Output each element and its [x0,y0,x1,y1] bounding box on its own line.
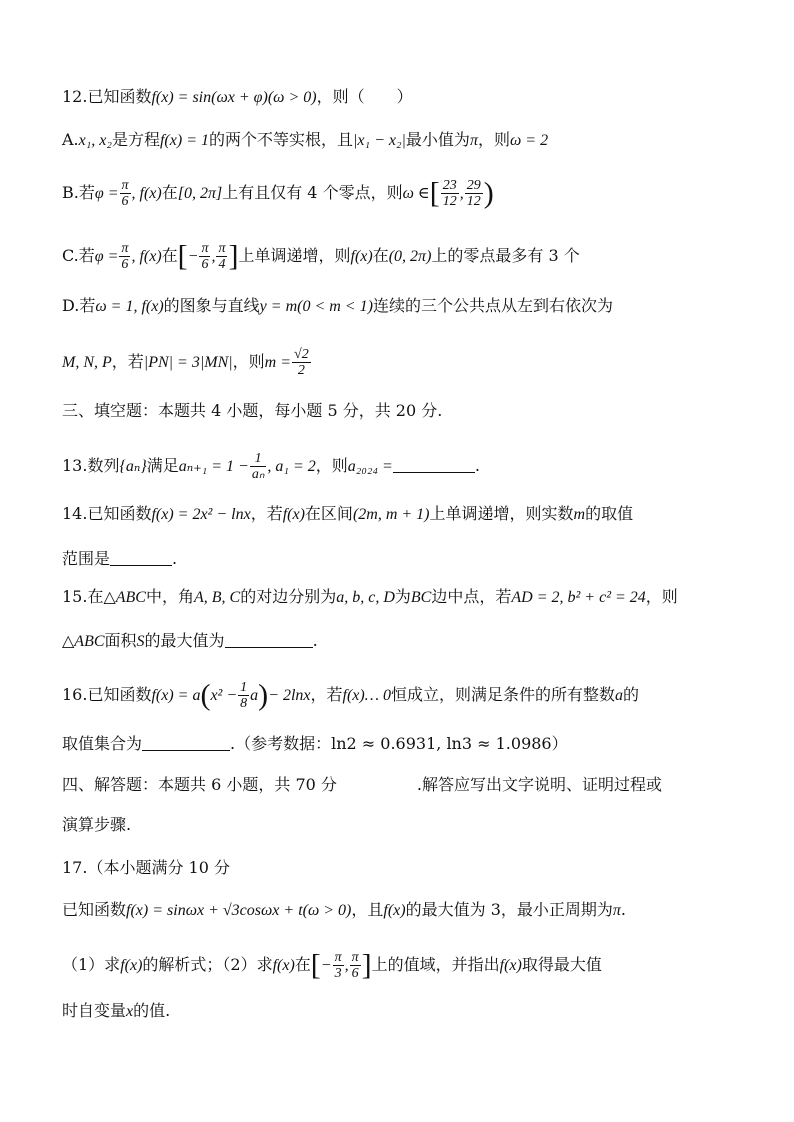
q17-parts: （1）求f(x)的解析式；（2）求f(x)在[− $\frac{\pi}{3}$ , $\frac{\pi}{6}$ ]上的值域，并指出f(x)取得最大值 [62,948,602,982]
text: ，则 [232,352,265,371]
option-label: D.若 [62,296,96,315]
math-f: f(x) [383,902,406,919]
text: 取值集合为 [62,734,143,753]
answer-blank[interactable] [110,549,172,566]
q12-option-c: C.若φ = $\frac{\pi}{6}$ , f(x)在[− $\frac{\pi}{6}$ , $\frac{\pi}{4}$ ]上单调递增，则f(x)在(0, 2π)上的零点最多有 3 个 [62,239,580,273]
text: 面积 [104,631,137,650]
q15-cont [62,630,742,653]
math-f: f(x) [499,957,522,974]
math-init: , a₁ = 2 [267,458,316,475]
math-s: S [136,633,145,650]
text: ，则 [645,587,678,606]
q12-stem-tail: ，则（ ） [316,87,413,106]
text: 在 [161,183,178,202]
option-label: B.若 [62,183,95,202]
frac-den: 6 [201,257,209,272]
math-phi: φ = [94,185,119,202]
text: 16.已知函数 [62,685,152,704]
math-seq: {aₙ} [119,458,147,475]
math-eq: f(x) = 1 [159,132,209,149]
fraction [238,680,249,711]
fraction [120,178,131,209]
text: . [620,900,626,919]
text: 范围是 [62,549,111,568]
text: 的最大值为 [144,631,225,650]
fraction [350,950,361,981]
answer-blank[interactable] [393,456,475,473]
text: 四、解答题：本题共 6 小题，共 70 分 [62,775,337,794]
math-a: a [614,687,623,704]
fraction [465,178,483,209]
math-tri: △ABC [62,633,105,650]
text: . [172,549,178,568]
math-angles: A, B, C [194,589,241,606]
text: 15.在 [62,587,104,606]
q17-cont [62,1000,742,1023]
section-4-heading [62,774,742,796]
text: .解答应写出文字说明、证明过程或 [416,775,662,794]
text: 是方程 [111,130,160,149]
math-target: a₂₀₂₄ = [347,458,393,475]
math-f: , f(x) [131,248,162,265]
text: ，若 [250,504,283,523]
text: 为 [394,587,411,606]
fraction [199,241,210,272]
frac-num: π [351,950,359,965]
q14 [62,503,742,526]
text: 最小值为 [405,130,470,149]
math-cond: AD = 2, b² + c² = 24 [511,589,646,606]
q13 [62,451,742,482]
math-sides: a, b, c, D [336,589,395,606]
frac-num: π [121,178,129,193]
q12-stem [62,86,742,109]
paren-close: ) [258,678,269,712]
text: 恒成立，则满足条件的所有整数 [390,685,615,704]
frac-num: π [121,241,129,256]
q15 [62,586,742,609]
fraction [333,950,344,981]
math-func: f(x) = sinωx + √3cosωx + t(ω > 0) [126,902,352,919]
math-interval: (0, 2π) [388,248,432,265]
bracket-close: ) [483,176,494,210]
answer-blank[interactable] [225,631,313,648]
frac-den: aₙ [251,467,265,482]
math-m: m = [264,354,292,371]
math-f: f(x) [350,248,373,265]
answer-blank[interactable] [142,734,230,751]
math-bc: BC [410,589,432,606]
frac-num: 1 [240,680,248,695]
text: 在区间 [304,504,353,523]
reference-data: .（参考数据：ln2 ≈ 0.6931, ln3 ≈ 1.0986） [230,734,568,753]
paren-open: ( [200,678,211,712]
text: 上的零点最多有 3 个 [431,246,580,265]
text: 上的值域，并指出 [371,955,500,974]
math-points: M, N, P [62,354,112,371]
text: 的两个不等实根，且 [208,130,353,149]
math-rec: aₙ₊₁ = 1 − [178,458,249,475]
option-label: C.若 [62,246,95,265]
q12-option-b: B.若φ = $\frac{\pi}{6}$ , f(x)在[0, 2π]上有且仅有 4 个零点，则ω ∈[ $\frac{23}{12}$ , $\frac{29}{12}$ ) [62,176,494,210]
text: 在 [161,246,178,265]
text: 连续的三个公共点从左到右依次为 [372,296,613,315]
math-neg: − [187,248,199,265]
frac-den: 4 [218,257,226,272]
math-pi: π [612,902,621,919]
fraction [119,241,130,272]
section-3-heading: 三、填空题：本题共 4 小题，每小题 5 分，共 20 分. [62,401,443,420]
q12-stem-text: 12.已知函数 [62,87,152,106]
math-phi: φ = [94,248,119,265]
text: ，则 [315,456,348,475]
text: 的最大值为 3，最小正周期为 [405,900,613,919]
text: 上单调递增，则实数 [429,504,574,523]
q16 [62,680,742,711]
math-vars: x₁, x₂ [78,132,112,149]
math-neg: − [320,957,332,974]
text: . [312,631,318,650]
math-func: f(x) = a [151,687,201,704]
frac-den: 3 [334,966,342,981]
frac-num: π [201,241,209,256]
text: 在 [372,246,389,265]
math-a: a [250,687,259,704]
frac-num: π [218,241,226,256]
text: 上单调递增，则 [238,246,351,265]
fraction [441,178,459,209]
text: 14.已知函数 [62,504,152,523]
math-f: f(x) [120,957,143,974]
text: 13.数列 [62,456,120,475]
frac-num: 29 [466,178,481,193]
math-cond: ω = 1, f(x) [95,298,164,315]
q14-cont [62,548,742,570]
text: 的图象与直线 [163,296,260,315]
q17-title: 17.（本小题满分 10 分 [62,858,230,877]
frac-num: π [334,950,342,965]
text: 的对边分别为 [240,587,337,606]
q16-cont [62,733,742,755]
text: 边中点，若 [431,587,512,606]
math-f: f(x) [272,957,295,974]
math-pi: π [469,132,478,149]
text: . [474,456,480,475]
text: （1）求 [62,955,121,974]
fraction [216,241,227,272]
frac-den: 6 [121,194,129,209]
math-tri: △ABC [103,589,146,606]
math-m: m [573,506,586,523]
frac-den: 12 [442,194,457,209]
math-x2: x² − [210,687,238,704]
frac-num: √2 [294,347,309,362]
section-4-cont: 演算步骤. [62,815,132,834]
math-f: , f(x) [131,185,162,202]
frac-den: 12 [466,194,481,209]
text: 的解析式；（2）求 [142,955,273,974]
frac-den: 8 [240,696,248,711]
math-interval: [0, 2π] [177,185,223,202]
q12-option-a [62,129,742,152]
text: 上有且仅有 4 个零点，则 [222,183,403,202]
text: 中，角 [145,587,194,606]
text: ，且 [351,900,384,919]
text: 的 [622,685,639,704]
math-interval: (2m, m + 1) [352,506,430,523]
text: ，若 [310,685,343,704]
q17-stem [62,899,742,922]
math-in: ω ∈ [402,185,430,202]
math-cond: f(x)… 0 [342,687,391,704]
fraction [292,347,311,378]
fraction [250,451,267,482]
math-relation: |PN| = 3|MN| [143,354,233,371]
q12-option-d-cont [62,347,742,378]
frac-num: 1 [250,451,267,467]
q12-option-d [62,295,742,318]
math-func: f(x) = 2x² − lnx [151,506,251,523]
text: 已知函数 [62,900,127,919]
text: 时自变量 [62,1001,127,1020]
q12-function: f(x) = sin(ωx + φ)(ω > 0) [151,89,317,106]
text: ，则 [477,130,510,149]
text: 在 [294,955,311,974]
text: 的值. [133,1001,171,1020]
option-label: A. [62,130,79,149]
frac-den: 6 [121,257,129,272]
math-result: ω = 2 [509,132,549,149]
text: 满足 [146,456,179,475]
text: 取得最大值 [521,955,602,974]
frac-num: 23 [442,178,457,193]
text: ，若 [111,352,144,371]
bracket-open: [ [429,176,440,210]
frac-den: 6 [351,966,359,981]
math-tail: − 2lnx [268,687,311,704]
math-f: f(x) [282,506,305,523]
frac-den: 2 [297,363,305,378]
text: 的取值 [585,504,634,523]
math-x: x [126,1003,134,1020]
math-abs: |x₁ − x₂| [353,132,406,149]
math-line: y = m(0 < m < 1) [259,298,373,315]
